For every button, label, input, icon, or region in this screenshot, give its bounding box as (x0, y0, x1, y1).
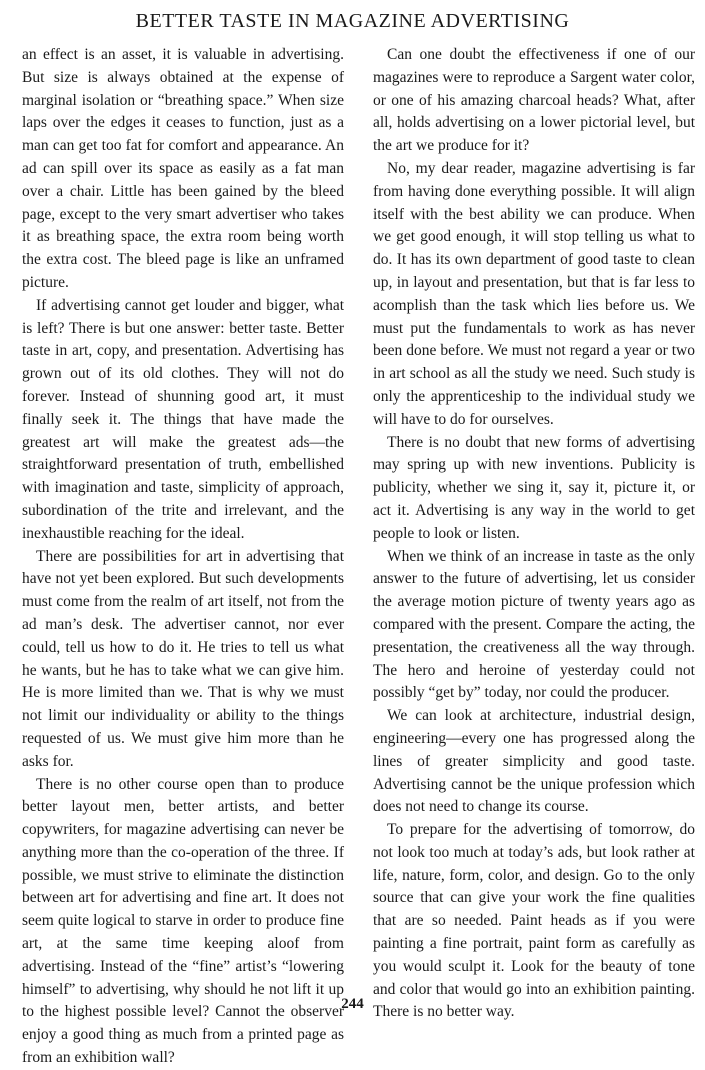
paragraph: Can one doubt the effectiveness if one of our magazines were to reproduce a Sargent water color, or one of his amazing charcoal heads? What, after all, holds advertising on a lower pictorial level, but the art we produce for it? (373, 46, 695, 155)
paragraph: There are possibilities for art in advertising that have not yet been explored. But such developments must come from the realm of art itself, not from the ad man’s desk. The advertiser cannot, nor ever could, tell us how to do it. He tries to tell us what he wants, but he has to take what we can give him. He is more limited than we. That is why we must not limit our individuality or ability to the things requested of us. We must give him more than he asks for. (22, 547, 344, 770)
paragraph: There is no doubt that new forms of advertising may spring up with new inventions. Publicity is publicity, whether we sing it, say it, picture it, or act it. Advertising is any way in the world to get people to look or listen. (373, 433, 695, 542)
paragraph: No, my dear reader, magazine advertising is far from having done everything possible. It will align itself with the best ability we can produce. When we get good enough, it will stop telling us what to do. It has its own department of good taste to clean up, in layout and presentation, but that is far less to acomplish than the task which lies before us. We must put the fundamentals to work as has never been done before. We must not regard a year or two in art school as all the study we need. Such study is only the apprenticeship to the individual study we will have to do for ourselves. (373, 159, 695, 428)
paragraph: If advertising cannot get louder and bigger, what is left? There is but one answer: better taste. Better taste in art, copy, and presentation. Advertising has grown out of its old clothes. They will not do forever. Instead of shunning good art, it must finally seek it. The things that have made the greatest art will make the greatest ads—the straightforward presentation of truth, embellished with imagination and taste, simplicity of approach, subordination of the trite and irrelevant, and the inexhaustible reaching for the ideal. (22, 296, 344, 542)
page-number: 244 (341, 996, 364, 1012)
paragraph: There is no other course open than to produce better layout men, better artists, and better copywriters, for magazine advertising can never be anything more than the co-operation of the three. If possible, we must strive to eliminate the distinction between art for advertising and fine art. It does not seem quite logical to starve in order to produce fine art, at the same time keeping aloof from advertising. Instead of the “fine” artist’s “lowering himself” to advertising, why should he not lift it up to the highest possible level? Cannot the observer enjoy a good thing as much from a printed page as from an exhibition wall? (22, 775, 344, 1067)
left-column (22, 44, 344, 1070)
paragraph: When we think of an increase in taste as the only answer to the future of advertising, let us consider the average motion picture of twenty years ago as compared with the present. Compare the acting, the presentation, the creativeness all the way through. The hero and heroine of yesterday could not possibly “get by” today, nor could the producer. (373, 547, 695, 702)
page-title: BETTER TASTE IN MAGAZINE ADVERTISING (135, 10, 570, 32)
right-column (373, 44, 695, 1024)
paragraph: We can look at architecture, industrial design, engineering—every one has progressed along the lines of greater simplicity and good taste. Advertising cannot be the unique profession which does not need to change its course. (373, 707, 695, 816)
paragraph: To prepare for the advertising of tomorrow, do not look too much at today’s ads, but look rather at life, nature, form, color, and design. Go to the only source that can give your work the fine qualities that are so needed. Paint heads as if you were painting a fine portrait, paint form as carefully as you would sculpt it. Look for the beauty of tone and color that would go into an exhibition painting. There is no better way. (373, 821, 695, 1021)
paragraph: an effect is an asset, it is valuable in advertising. But size is always obtained at the expense of marginal isolation or “breathing space.” When size laps over the edges it ceases to function, just as a man can get too fat for comfort and appearance. An ad can spill over its space as easily as a fat man over a chair. Little has been gained by the bleed page, except to the very smart advertiser who takes it as breathing space, the extra room being worth the extra cost. The bleed page is like an unframed picture. (22, 46, 344, 291)
